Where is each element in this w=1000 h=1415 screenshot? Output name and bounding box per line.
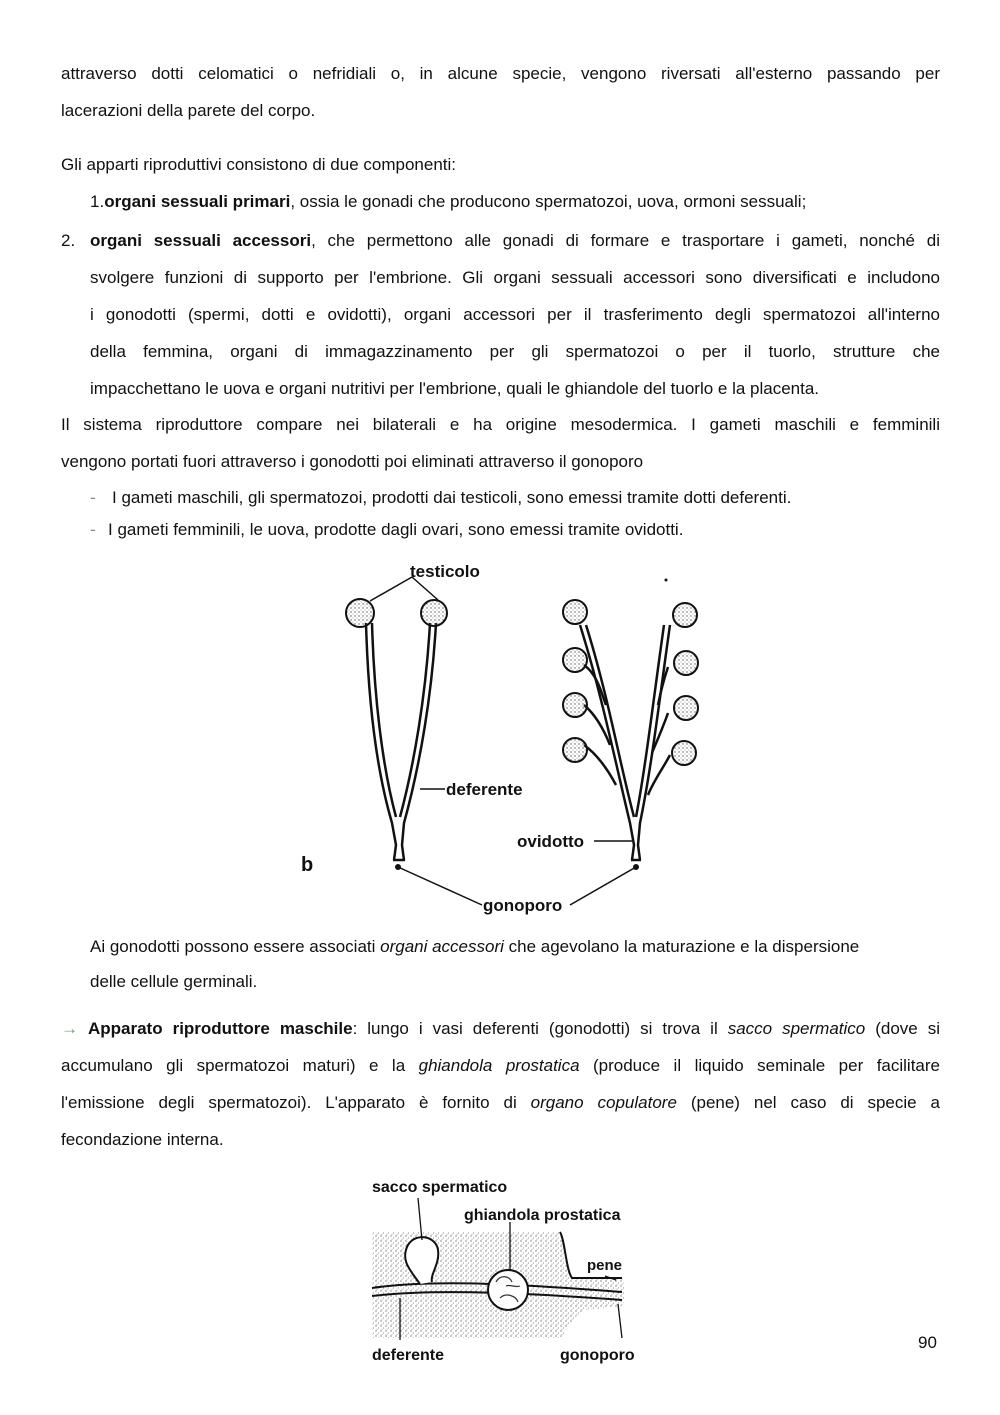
label-pene: pene [587, 1257, 623, 1274]
list-item-2-line3: i gonodotti (spermi, dotti e ovidotti), organi accessori per il trasferimento degli spermatozoi all'interno [90, 305, 940, 324]
para5-line1 [61, 1010, 940, 1047]
leader-lines [370, 577, 636, 905]
label-ghiandola-prostatica: ghiandola prostatica [464, 1207, 621, 1224]
para5-line3 [61, 1084, 940, 1121]
para5-italic1: sacco spermatico [727, 1019, 866, 1038]
ovary-5 [673, 603, 697, 627]
list-item-2-line1 [90, 222, 940, 259]
para4-text2: che agevolano la maturazione e la dispersione [503, 937, 860, 956]
para4-line1 [90, 928, 940, 965]
label-deferente-2: deferente [372, 1347, 445, 1364]
figure-gonads-diagram [290, 555, 710, 925]
label-deferente: deferente [446, 780, 523, 799]
ovary-1 [563, 600, 587, 624]
para5-bold: Apparato riproduttore maschile [87, 1019, 353, 1038]
list-item-1 [90, 183, 940, 220]
para5-italic2: ghiandola prostatica [418, 1056, 580, 1075]
label-gonoporo-2: gonoporo [560, 1347, 635, 1364]
para2: Gli apparti riproduttivi consistono di due componenti: [61, 155, 456, 174]
bullet-marker: - [90, 520, 96, 539]
ovary-8 [672, 741, 696, 765]
para5-line4: fecondazione interna. [61, 1130, 224, 1149]
para1-line1: attraverso dotti celomatici o nefridiali o, in alcune specie, vengono riversati all'esterno passando per [61, 64, 940, 83]
para5-line2 [61, 1047, 940, 1084]
ovary-7 [674, 696, 698, 720]
ovary-4 [563, 738, 587, 762]
para4-italic: organi accessori [380, 937, 504, 956]
para5-italic3: organo copulatore [530, 1093, 677, 1112]
female-system-drawing [580, 625, 670, 860]
para5-text1: : lungo i vasi deferenti (gonodotti) si trova il [352, 1019, 728, 1038]
arrow-icon: → [61, 1019, 78, 1038]
para5-text2: (dove si [865, 1019, 940, 1038]
male-system-drawing [366, 623, 436, 860]
bullet-text-2: I gameti femminili, le uova, prodotte dagli ovari, sono emessi tramite ovidotti. [108, 520, 684, 539]
list-item-2-line1-text: , che permettono alle gonadi di formare e trasportare i gameti, nonché di [311, 231, 940, 250]
prostatic-gland [488, 1270, 528, 1310]
ovary-6 [674, 651, 698, 675]
ovary-3 [563, 693, 587, 717]
list-item-2-number: 2. [61, 231, 76, 250]
speck-dot [665, 579, 668, 582]
bullet-text-1: I gameti maschili, gli spermatozoi, prodotti dai testicoli, sono emessi tramite dotti deferenti. [112, 488, 792, 507]
para5-l3b: (pene) nel caso di specie a [676, 1093, 940, 1112]
para3-line2: vengono portati fuori attraverso i gonodotti poi eliminati attraverso il gonoporo [61, 452, 644, 471]
bullet-marker: - [90, 488, 96, 507]
list-item-2 [90, 222, 940, 407]
para1-line2: lacerazioni della parete del corpo. [61, 101, 316, 120]
ovary-2 [563, 648, 587, 672]
label-b: b [301, 854, 314, 876]
para4-text1: Ai gonodotti possono essere associati [90, 937, 381, 956]
para5-l2b: (produce il liquido seminale per facilitare [579, 1056, 941, 1075]
list-item-2-bold: organi sessuali accessori [90, 231, 312, 250]
label-ovidotto: ovidotto [517, 832, 585, 851]
page-number: 90 [918, 1333, 937, 1352]
bullet-item-2 [90, 514, 683, 546]
figure-male-apparatus-diagram [360, 1170, 650, 1370]
list-item-1-bold: organi sessuali primari [104, 192, 291, 211]
label-sacco-spermatico: sacco spermatico [372, 1179, 508, 1196]
para5-l2a: accumulano gli spermatozoi maturi) e la [61, 1056, 419, 1075]
list-item-2-line5: impacchettano le uova e organi nutritivi per l'embrione, quali le ghiandole del tuorlo e la placenta. [90, 379, 820, 398]
label-testicolo: testicolo [410, 562, 480, 581]
para3-line1: Il sistema riproduttore compare nei bilaterali e ha origine mesodermica. I gameti maschili e femminili [61, 415, 940, 434]
list-item-1-number: 1. [90, 192, 105, 211]
bullet-item-1 [90, 482, 791, 514]
list-item-2-line4: della femmina, organi di immagazzinamento per gli spermatozoi o per il tuorlo, strutture che [90, 342, 940, 361]
list-item-1-text: , ossia le gonadi che producono spermatozoi, uova, ormoni sessuali; [290, 192, 807, 211]
testicle-left [346, 599, 374, 627]
para4-line2: delle cellule germinali. [90, 972, 258, 991]
list-item-2-line2: svolgere funzioni di supporto per l'embrione. Gli organi sessuali accessori sono diversificati e includono [90, 268, 940, 287]
label-gonoporo: gonoporo [483, 896, 563, 915]
testicle-right [421, 600, 447, 626]
para5-l3a: l'emissione degli spermatozoi). L'apparato è fornito di [61, 1093, 531, 1112]
